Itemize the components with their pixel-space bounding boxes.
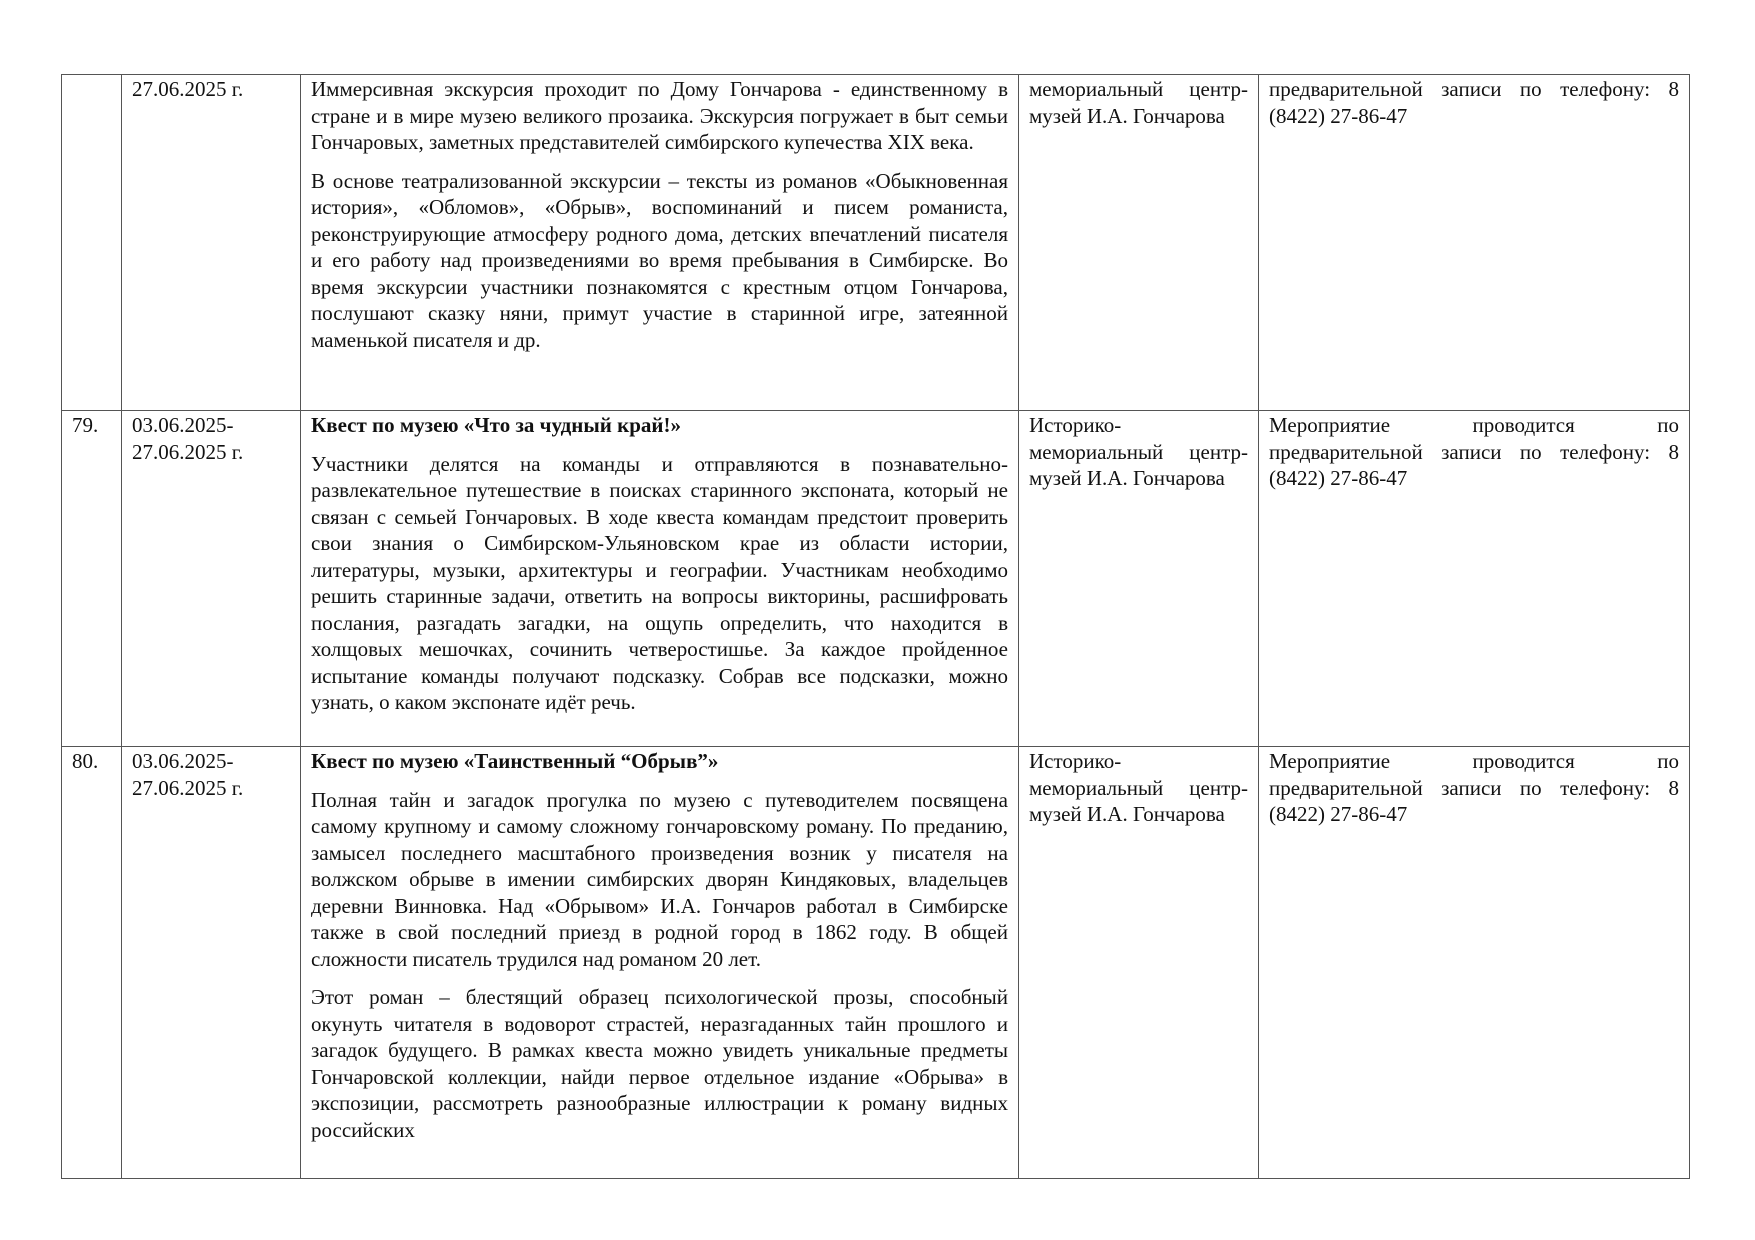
event-place <box>1019 411 1259 747</box>
place-text: Историко-мемориальный центр-музей И.А. Гончарова <box>1029 749 1248 826</box>
event-date: 03.06.2025-27.06.2025 г. <box>122 411 301 747</box>
place-text: мемориальный центр-музей И.А. Гончарова <box>1029 77 1248 128</box>
event-place <box>1019 747 1259 1179</box>
event-description <box>301 411 1019 747</box>
event-place <box>1019 75 1259 411</box>
event-date: 27.06.2025 г. <box>122 75 301 411</box>
table-row <box>62 747 1690 1179</box>
table-row <box>62 75 1690 411</box>
events-table <box>61 74 1690 1179</box>
description-paragraph: Этот роман – блестящий образец психологической прозы, способный окунуть читателя в водоворот страстей, неразгаданных тайн прошлого и загадок будущего. В рамках квеста можно увидеть уникальные предметы Гончаровской коллекции, найди первое отдельное издание «Обрыва» в экспозиции, рассмотреть разнообразные иллюстрации к роману видных российских <box>311 985 1008 1142</box>
event-description <box>301 75 1019 411</box>
event-note <box>1259 75 1690 411</box>
table-row <box>62 411 1690 747</box>
row-number <box>62 75 122 411</box>
note-text: Мероприятие проводится по предварительной записи по телефону: 8 (8422) 27-86-47 <box>1269 413 1679 490</box>
row-number: 80. <box>62 747 122 1179</box>
event-description <box>301 747 1019 1179</box>
event-date: 03.06.2025-27.06.2025 г. <box>122 747 301 1179</box>
description-paragraph: В основе театрализованной экскурсии – тексты из романов «Обыкновенная история», «Обломов», «Обрыв», воспоминаний и писем романиста, реконструирующие атмосферу родного дома, детских впечатлений писателя и его работу над произведениями во время пребывания в Симбирске. Во время экскурсии участники познакомятся с крестным отцом Гончарова, послушают сказку няни, примут участие в старинной игре, затеянной маменькой писателя и др. <box>311 168 1008 352</box>
note-text: предварительной записи по телефону: 8 (8422) 27-86-47 <box>1269 77 1679 128</box>
description-paragraph: Полная тайн и загадок прогулка по музею с путеводителем посвящена самому крупному и самому сложному гончаровскому роману. По преданию, замысел последнего масштабного произведения возник у писателя на волжском обрыве в имении симбирских дворян Киндяковых, владельцев деревни Винновка. Над «Обрывом» И.А. Гончаров работал в Симбирске также в свой последний приезд в родной город в 1862 году. В общей сложности писатель трудился над романом 20 лет. <box>311 787 1008 971</box>
description-paragraph: Иммерсивная экскурсия проходит по Дому Гончарова - единственному в стране и в мире музею великого прозаика. Экскурсия погружает в быт семьи Гончаровых, заметных представителей симбирского купечества XIX века. <box>311 77 1008 154</box>
note-text: Мероприятие проводится по предварительной записи по телефону: 8 (8422) 27-86-47 <box>1269 749 1679 826</box>
description-paragraph: Участники делятся на команды и отправляются в познавательно-развлекательное путешествие в поисках старинного экспоната, который не связан с семьей Гончаровых. В ходе квеста командам предстоит проверить свои знания о Симбирском-Ульяновском крае из области истории, литературы, музыки, архитектуры и географии. Участникам необходимо решить старинные задачи, ответить на вопросы викторины, расшифровать послания, разгадать загадки, на ощупь определить, что находится в холщовых мешочках, сочинить четверостишье. За каждое пройденное испытание команды получают подсказку. Собрав все подсказки, можно узнать, о каком экспонате идёт речь. <box>311 451 1008 714</box>
row-number: 79. <box>62 411 122 747</box>
event-note <box>1259 747 1690 1179</box>
event-note <box>1259 411 1690 747</box>
event-title: Квест по музею «Что за чудный край!» <box>311 413 681 437</box>
place-text: Историко-мемориальный центр-музей И.А. Гончарова <box>1029 413 1248 490</box>
event-title: Квест по музею «Таинственный “Обрыв”» <box>311 749 719 773</box>
